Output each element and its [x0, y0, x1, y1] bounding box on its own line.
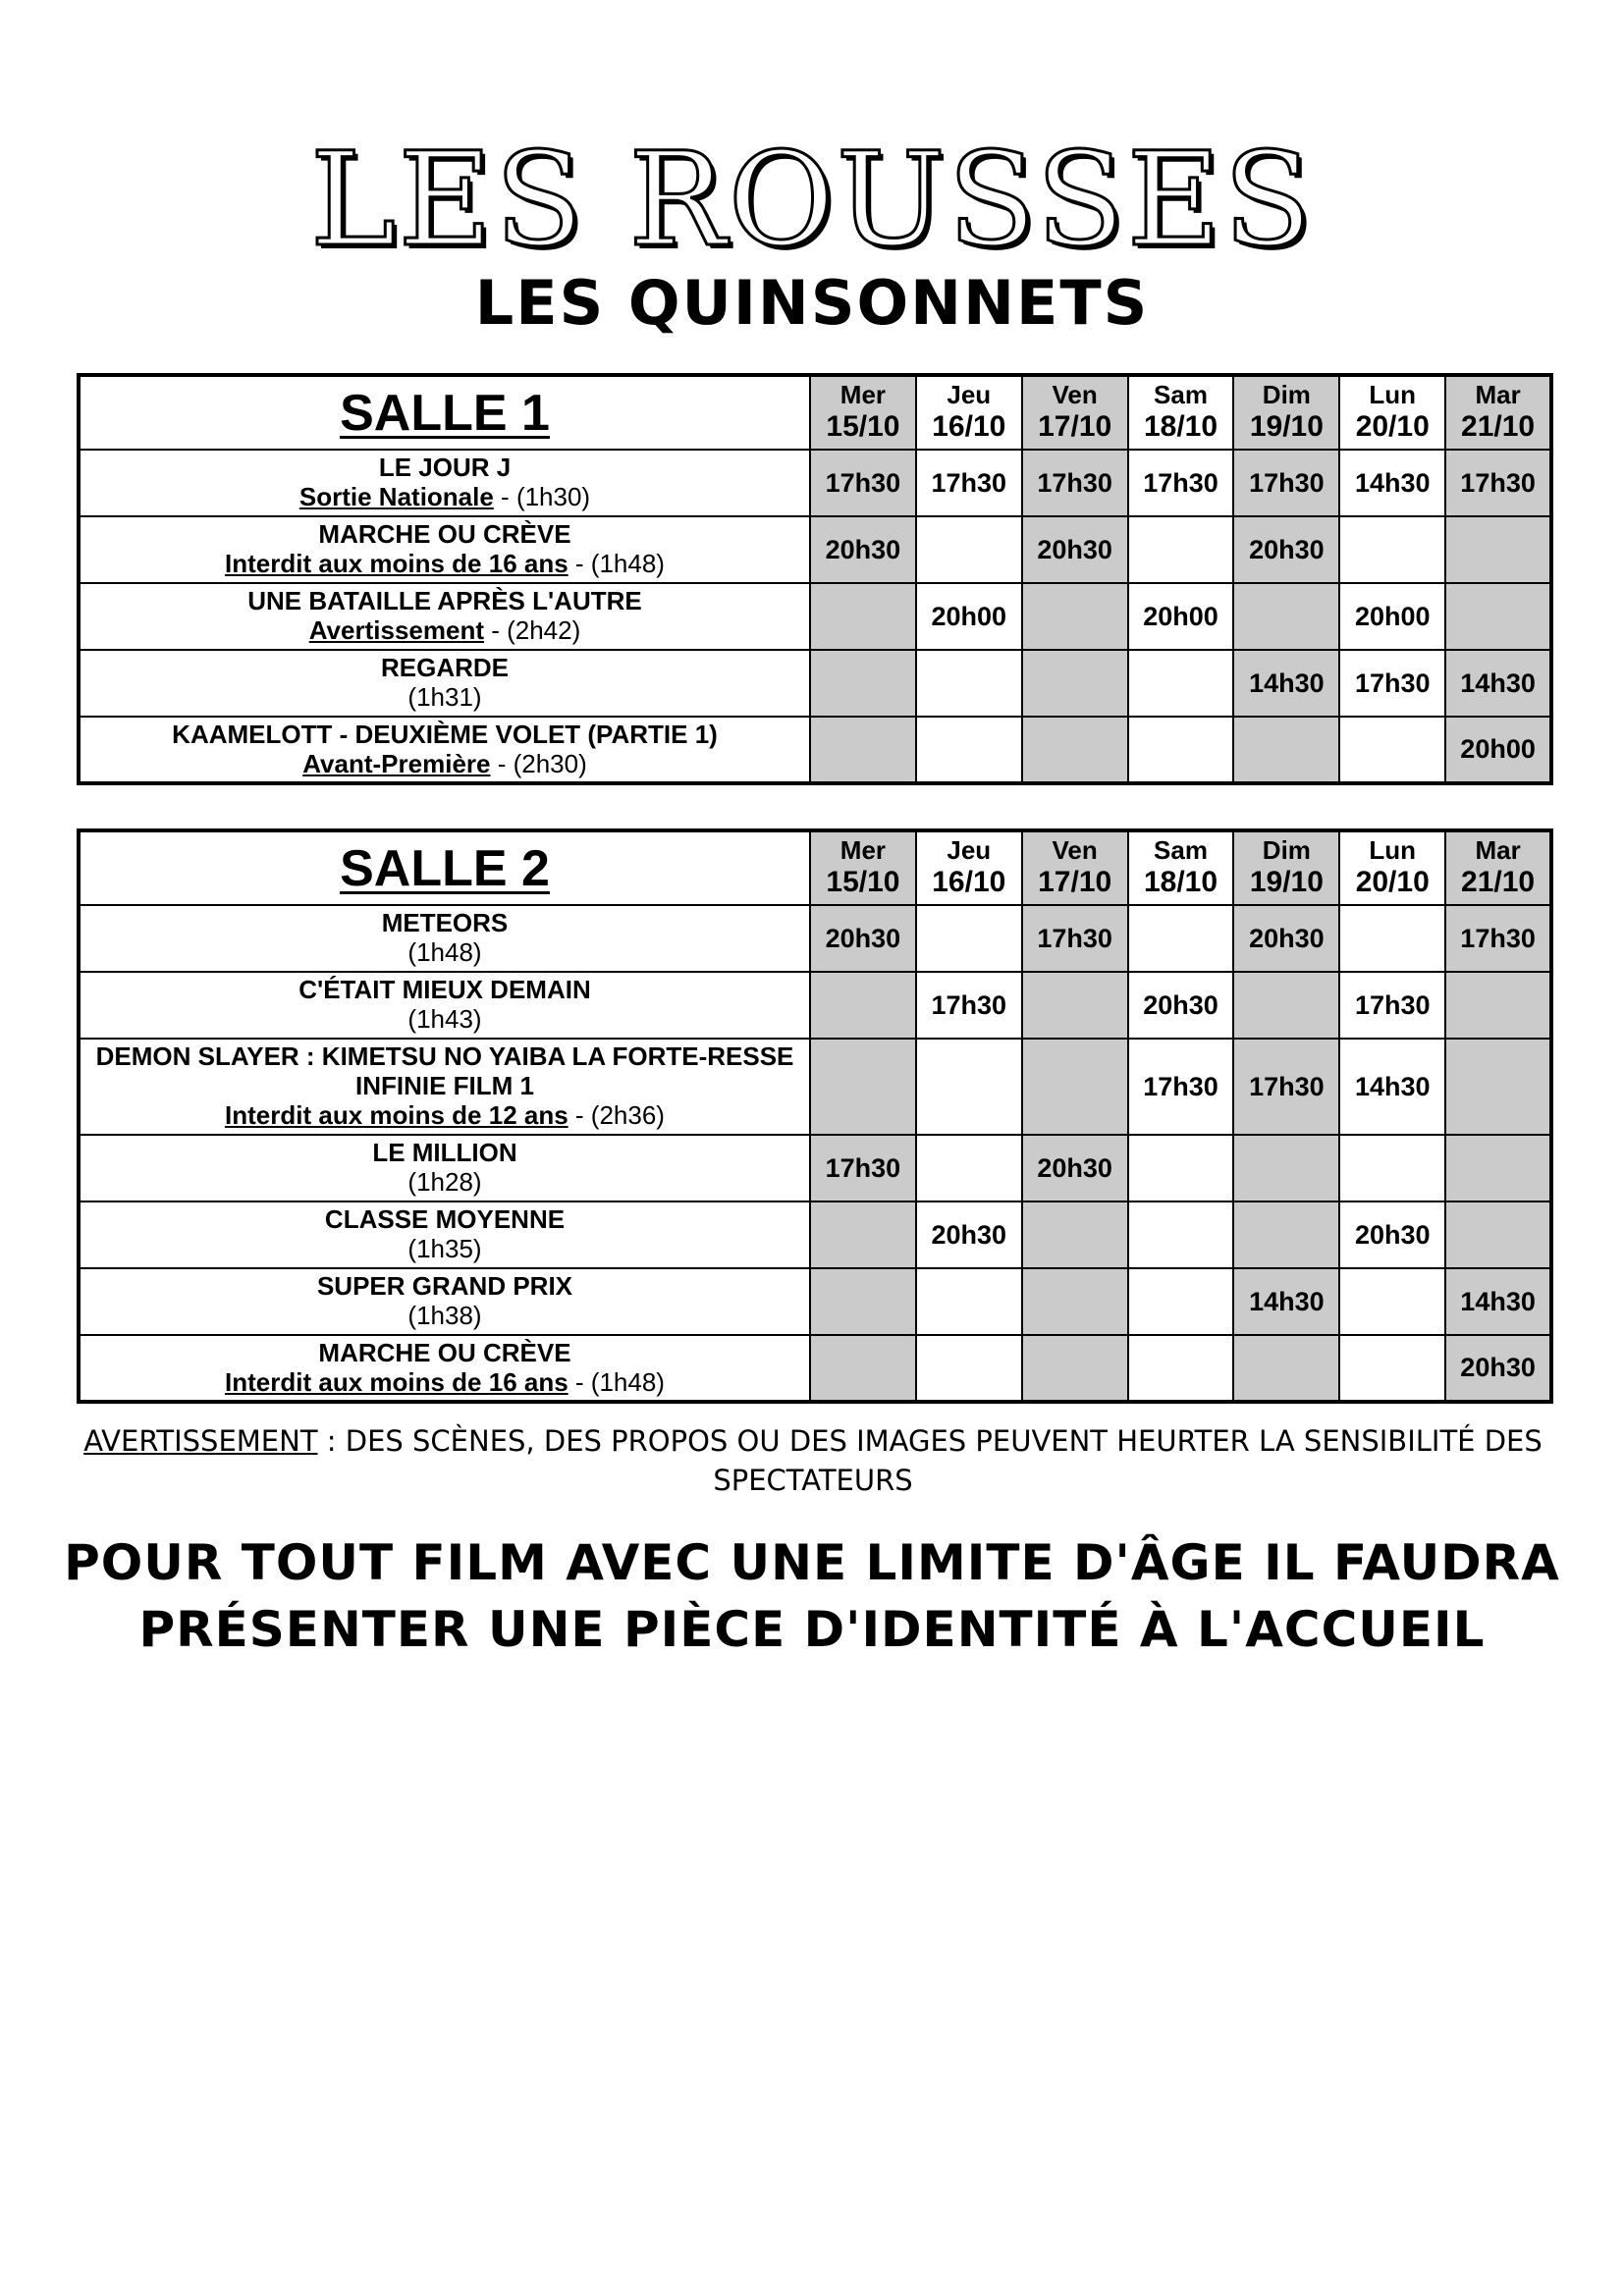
film-info — [79, 516, 810, 583]
day-name: Lun — [1369, 835, 1417, 866]
showtime-cell — [1022, 1201, 1128, 1268]
film-title: MARCHE OU CRÈVE — [318, 1337, 571, 1367]
film-title: REGARDE — [380, 653, 509, 683]
separator: - — [568, 549, 591, 578]
showtime-cell: 20h30 — [1022, 1135, 1128, 1201]
film-row — [79, 1135, 1551, 1201]
day-date: 16/10 — [932, 866, 1006, 899]
showtime-cell — [810, 1201, 916, 1268]
film-row — [79, 1268, 1551, 1335]
showtime-cell — [1128, 516, 1234, 583]
showtime-cell: 17h30 — [810, 450, 916, 516]
film-duration: (1h48) — [590, 1366, 665, 1397]
showtime-cell — [916, 905, 1022, 972]
showtime-cell — [810, 972, 916, 1039]
film-details — [81, 483, 809, 512]
showtime-cell: 17h30 — [916, 972, 1022, 1039]
film-row — [79, 905, 1551, 972]
film-row — [79, 972, 1551, 1039]
showtime-cell: 14h30 — [1445, 1268, 1551, 1335]
film-duration: (2h30) — [513, 748, 587, 778]
day-name: Ven — [1052, 835, 1098, 866]
day-header — [916, 830, 1022, 905]
salle-2-schedule-table — [77, 828, 1553, 1404]
day-header — [1339, 830, 1445, 905]
day-header — [810, 830, 916, 905]
film-duration: (1h48) — [590, 549, 665, 578]
showtime-cell: 17h30 — [1233, 450, 1339, 516]
showtime-cell — [1233, 1201, 1339, 1268]
showtime-cell: 20h30 — [810, 905, 916, 972]
film-title: C'ÉTAIT MIEUX DEMAIN — [298, 975, 591, 1005]
film-row — [79, 717, 1551, 783]
showtime-cell — [810, 583, 916, 650]
film-info — [79, 583, 810, 650]
salle-title: SALLE 1 — [79, 375, 810, 450]
day-name: Dim — [1262, 380, 1311, 410]
day-date: 21/10 — [1461, 410, 1536, 444]
warning-text: : DES SCÈNES, DES PROPOS OU DES IMAGES PEUVENT HEURTER LA SENSIBILITÉ DES SPECTATEURS — [317, 1424, 1543, 1497]
showtime-cell: 17h30 — [1445, 450, 1551, 516]
showtime-cell — [1233, 583, 1339, 650]
showtime-cell — [1022, 717, 1128, 783]
showtime-cell: 20h30 — [1233, 905, 1339, 972]
film-row — [79, 516, 1551, 583]
film-title: LE JOUR J — [378, 453, 512, 483]
film-details — [81, 1302, 809, 1331]
day-header — [1339, 375, 1445, 450]
day-date: 21/10 — [1461, 866, 1536, 899]
id-notice-line-1: POUR TOUT FILM AVEC UNE LIMITE D'ÂGE IL FAUDRA — [64, 1534, 1560, 1591]
showtime-cell: 20h00 — [916, 583, 1022, 650]
film-info — [79, 717, 810, 783]
day-date: 16/10 — [932, 410, 1006, 444]
film-details — [81, 683, 809, 713]
showtime-cell: 14h30 — [1339, 1039, 1445, 1135]
showtime-cell — [916, 1135, 1022, 1201]
showtime-cell: 17h30 — [916, 450, 1022, 516]
day-name: Mer — [839, 380, 887, 410]
separator: - — [490, 748, 514, 778]
day-header — [1128, 830, 1234, 905]
showtime-cell — [1445, 972, 1551, 1039]
showtime-cell — [916, 650, 1022, 717]
film-details — [81, 938, 809, 968]
day-date: 20/10 — [1355, 866, 1430, 899]
venue-subtitle: LES QUINSONNETS — [474, 267, 1150, 339]
film-row — [79, 1335, 1551, 1402]
film-duration: (1h38) — [407, 1301, 482, 1330]
day-header — [1233, 375, 1339, 450]
film-info — [79, 1201, 810, 1268]
page-title: LES ROUSSES — [309, 125, 1315, 276]
film-label: Sortie Nationale — [298, 482, 494, 511]
film-duration: (1h31) — [407, 682, 482, 712]
film-info — [79, 1039, 810, 1135]
film-info — [79, 650, 810, 717]
showtime-cell: 17h30 — [1445, 905, 1551, 972]
showtime-cell: 20h00 — [1128, 583, 1234, 650]
film-duration: (1h30) — [515, 482, 591, 511]
id-notice — [59, 1529, 1565, 1663]
day-name: Jeu — [947, 835, 992, 866]
day-name: Lun — [1369, 380, 1417, 410]
showtime-cell — [1022, 1335, 1128, 1402]
day-header — [1233, 830, 1339, 905]
id-notice-line-2: PRÉSENTER UNE PIÈCE D'IDENTITÉ À L'ACCUEIL — [138, 1601, 1486, 1658]
showtime-cell — [1233, 1335, 1339, 1402]
day-date: 15/10 — [826, 410, 900, 444]
showtime-cell: 20h30 — [1022, 516, 1128, 583]
warning-note — [77, 1421, 1549, 1500]
film-title: METEORS — [381, 908, 509, 938]
day-name: Sam — [1154, 380, 1208, 410]
film-label: Interdit aux moins de 16 ans — [225, 1366, 568, 1397]
showtime-cell — [810, 1268, 916, 1335]
showtime-cell — [1128, 1268, 1234, 1335]
day-date: 19/10 — [1249, 410, 1324, 444]
showtime-cell — [1339, 1268, 1445, 1335]
showtime-cell — [1128, 1335, 1234, 1402]
day-date: 18/10 — [1143, 410, 1218, 444]
showtime-cell: 20h30 — [1233, 516, 1339, 583]
showtime-cell — [1339, 717, 1445, 783]
showtime-cell — [1022, 583, 1128, 650]
showtime-cell: 20h00 — [1445, 717, 1551, 783]
day-header — [916, 375, 1022, 450]
showtime-cell — [1022, 1039, 1128, 1135]
showtime-cell — [1128, 650, 1234, 717]
film-info — [79, 450, 810, 516]
showtime-cell — [810, 1335, 916, 1402]
day-date: 15/10 — [826, 866, 900, 899]
table-header-row — [79, 375, 1551, 450]
showtime-cell: 17h30 — [1128, 1039, 1234, 1135]
film-title: CLASSE MOYENNE — [324, 1204, 566, 1235]
showtime-cell — [916, 1335, 1022, 1402]
salle-1-schedule-table — [77, 373, 1553, 785]
day-header — [1128, 375, 1234, 450]
film-info — [79, 905, 810, 972]
showtime-cell — [1445, 583, 1551, 650]
film-row — [79, 1201, 1551, 1268]
film-details — [81, 1368, 809, 1398]
day-date: 20/10 — [1355, 410, 1430, 444]
day-name: Mar — [1475, 380, 1521, 410]
film-duration: (2h36) — [590, 1099, 665, 1130]
day-date: 17/10 — [1038, 410, 1112, 444]
showtime-cell: 14h30 — [1339, 450, 1445, 516]
showtime-cell — [1128, 1135, 1234, 1201]
warning-label: AVERTISSEMENT — [83, 1424, 318, 1458]
film-title: MARCHE OU CRÈVE — [318, 519, 571, 550]
film-info — [79, 1335, 810, 1402]
day-date: 17/10 — [1038, 866, 1112, 899]
showtime-cell: 17h30 — [1339, 972, 1445, 1039]
film-details — [81, 1235, 809, 1264]
separator: - — [568, 1366, 591, 1397]
showtime-cell: 17h30 — [810, 1135, 916, 1201]
showtime-cell — [1233, 972, 1339, 1039]
showtime-cell — [810, 1039, 916, 1135]
showtime-cell — [1445, 1201, 1551, 1268]
showtime-cell — [1339, 905, 1445, 972]
film-row — [79, 650, 1551, 717]
film-details — [81, 550, 809, 579]
showtime-cell — [810, 650, 916, 717]
showtime-cell: 14h30 — [1233, 1268, 1339, 1335]
showtime-cell: 17h30 — [1022, 450, 1128, 516]
showtime-cell — [1339, 516, 1445, 583]
film-label: Avant-Première — [302, 748, 491, 778]
showtime-cell: 17h30 — [1022, 905, 1128, 972]
salle-title: SALLE 2 — [79, 830, 810, 905]
separator: - — [483, 615, 508, 645]
showtime-cell — [1128, 1201, 1234, 1268]
day-name: Dim — [1262, 835, 1311, 866]
day-name: Jeu — [947, 380, 992, 410]
film-duration: (1h28) — [407, 1167, 482, 1197]
film-info — [79, 1268, 810, 1335]
film-title: SUPER GRAND PRIX — [316, 1271, 573, 1302]
film-label: Avertissement — [308, 615, 484, 645]
day-name: Sam — [1154, 835, 1208, 866]
showtime-cell — [1445, 1135, 1551, 1201]
showtime-cell: 20h30 — [916, 1201, 1022, 1268]
showtime-cell: 17h30 — [1233, 1039, 1339, 1135]
day-date: 19/10 — [1249, 866, 1324, 899]
showtime-cell — [1339, 1135, 1445, 1201]
film-duration: (1h35) — [407, 1234, 482, 1263]
film-details — [81, 1005, 809, 1035]
showtime-cell — [916, 717, 1022, 783]
showtime-cell: 17h30 — [1339, 650, 1445, 717]
film-details — [81, 1168, 809, 1198]
showtime-cell — [1022, 650, 1128, 717]
showtime-cell — [916, 516, 1022, 583]
film-details — [81, 750, 809, 779]
showtime-cell: 20h30 — [1445, 1335, 1551, 1402]
showtime-cell: 14h30 — [1233, 650, 1339, 717]
showtime-cell — [810, 717, 916, 783]
showtime-cell — [1233, 717, 1339, 783]
showtime-cell — [1339, 1335, 1445, 1402]
film-row — [79, 450, 1551, 516]
day-header — [1022, 830, 1128, 905]
film-title: LE MILLION — [372, 1138, 517, 1168]
film-info — [79, 1135, 810, 1201]
showtime-cell: 20h00 — [1339, 583, 1445, 650]
film-duration: (1h43) — [407, 1004, 482, 1034]
day-name: Ven — [1052, 380, 1098, 410]
showtime-cell — [916, 1039, 1022, 1135]
film-label: Interdit aux moins de 16 ans — [225, 549, 568, 578]
day-header — [810, 375, 916, 450]
film-label: Interdit aux moins de 12 ans — [225, 1099, 568, 1130]
day-name: Mar — [1475, 835, 1521, 866]
showtime-cell: 17h30 — [1128, 450, 1234, 516]
day-header — [1445, 830, 1551, 905]
showtime-cell — [1022, 972, 1128, 1039]
showtime-cell — [1022, 1268, 1128, 1335]
showtime-cell: 20h30 — [1339, 1201, 1445, 1268]
showtime-cell — [1445, 1039, 1551, 1135]
film-row — [79, 583, 1551, 650]
showtime-cell — [1128, 717, 1234, 783]
film-title: DEMON SLAYER : KIMETSU NO YAIBA LA FORTE-RESSE INFINIE FILM 1 — [95, 1041, 794, 1101]
film-title: UNE BATAILLE APRÈS L'AUTRE — [247, 586, 642, 616]
table-header-row — [79, 830, 1551, 905]
day-date: 18/10 — [1143, 866, 1218, 899]
day-header — [1445, 375, 1551, 450]
film-info — [79, 972, 810, 1039]
showtime-cell: 20h30 — [810, 516, 916, 583]
separator: - — [493, 482, 516, 511]
film-row — [79, 1039, 1551, 1135]
showtime-cell: 20h30 — [1128, 972, 1234, 1039]
showtime-cell — [916, 1268, 1022, 1335]
showtime-cell — [1445, 516, 1551, 583]
film-details — [81, 616, 809, 646]
showtime-cell: 14h30 — [1445, 650, 1551, 717]
film-details — [81, 1101, 809, 1131]
showtime-cell — [1233, 1135, 1339, 1201]
film-duration: (2h42) — [507, 615, 581, 645]
showtime-cell — [1128, 905, 1234, 972]
day-name: Mer — [839, 835, 887, 866]
film-title: KAAMELOTT - DEUXIÈME VOLET (PARTIE 1) — [172, 719, 718, 749]
film-duration: (1h48) — [407, 937, 482, 967]
day-header — [1022, 375, 1128, 450]
separator: - — [568, 1099, 591, 1130]
